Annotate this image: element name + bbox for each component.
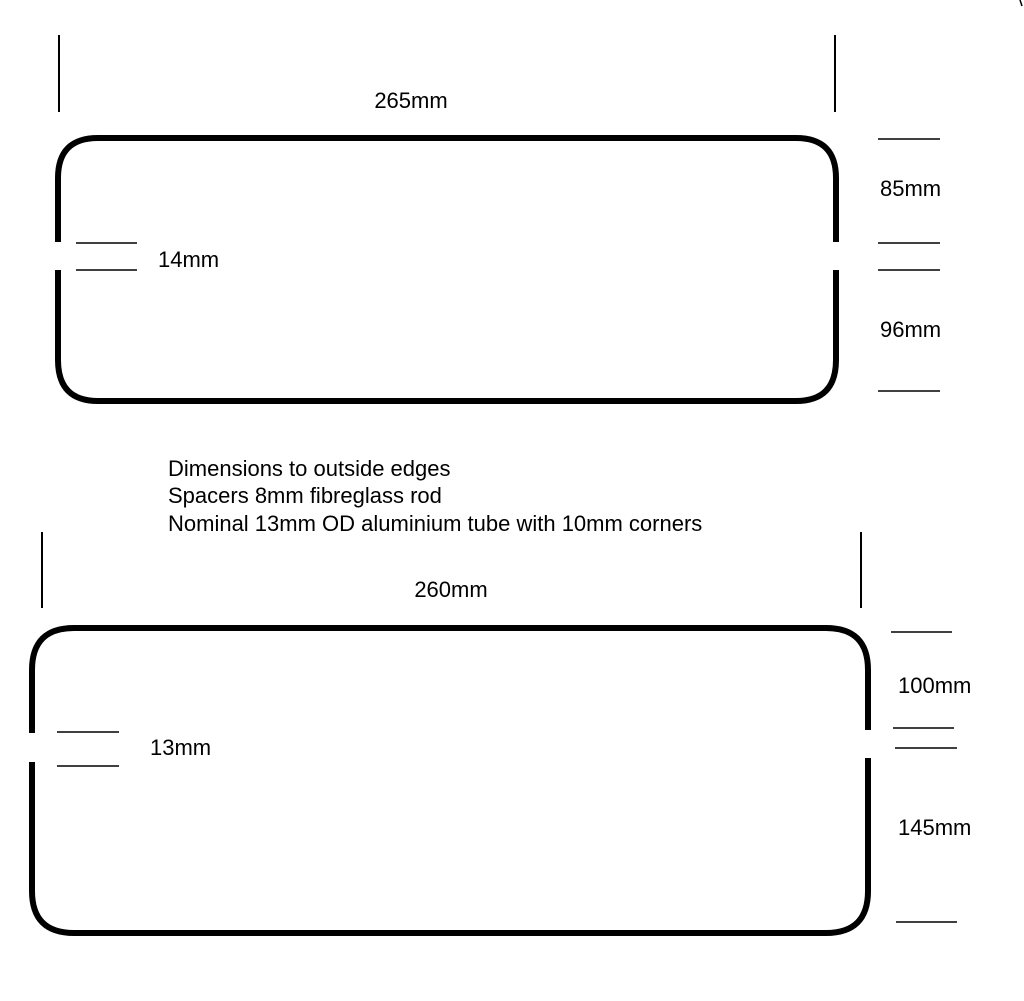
- notes-block: [168, 456, 702, 536]
- corner-mark: [1020, 0, 1022, 6]
- top-lower-section-label: 96mm: [880, 317, 942, 342]
- note-line-1: Dimensions to outside edges: [168, 456, 451, 481]
- bottom-gap-label: 13mm: [150, 735, 212, 760]
- bottom-frame: [32, 532, 971, 933]
- top-upper-section-label: 85mm: [880, 176, 942, 201]
- top-width-label: 265mm: [374, 88, 448, 113]
- note-line-3: Nominal 13mm OD aluminium tube with 10mm corners: [168, 511, 703, 536]
- bottom-frame-outline-lower: [32, 758, 868, 933]
- top-frame: [58, 35, 941, 401]
- note-line-2: Spacers 8mm fibreglass rod: [168, 483, 442, 508]
- bottom-frame-outline-upper: [32, 628, 868, 733]
- bottom-upper-section-label: 100mm: [898, 673, 972, 698]
- top-frame-outline-upper: [58, 138, 836, 242]
- top-frame-outline-lower: [58, 270, 836, 401]
- bottom-width-label: 260mm: [414, 577, 488, 602]
- bottom-lower-section-label: 145mm: [898, 815, 972, 840]
- top-gap-label: 14mm: [158, 247, 220, 272]
